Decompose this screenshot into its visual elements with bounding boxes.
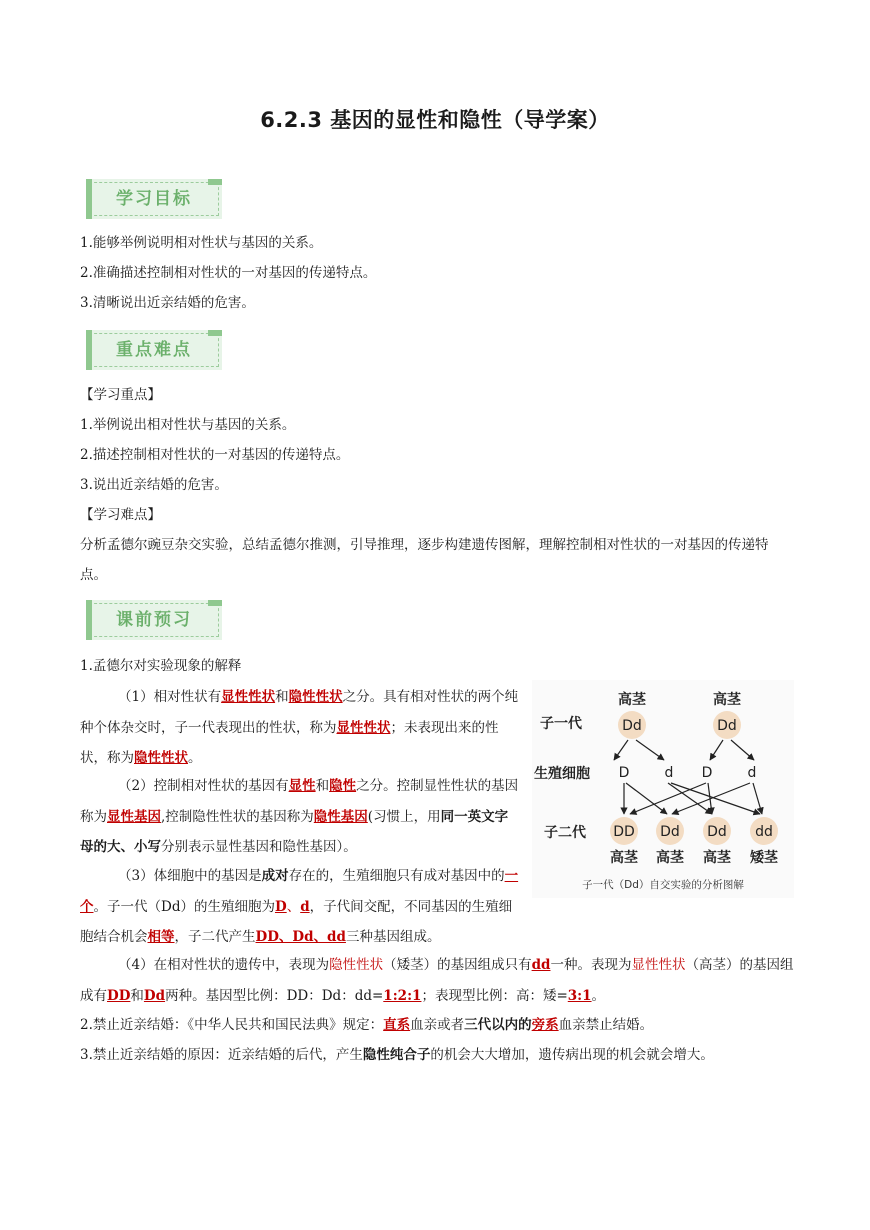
blank-answer: 一个 — [80, 868, 519, 915]
focus-heading: 【学习重点】 — [80, 387, 161, 403]
row-label-f2: 子二代 — [544, 825, 586, 841]
parent-trait: 高茎 — [713, 692, 741, 708]
gamete: d — [747, 765, 757, 781]
row-label-f1: 子一代 — [540, 716, 582, 732]
blank-answer: DD — [107, 987, 131, 1004]
blank-answer: 1:2:1 — [383, 987, 422, 1004]
blank-answer: dd — [531, 957, 551, 973]
blank-answer: 隐性 — [329, 778, 357, 794]
preview-q2: 2.禁止近亲结婚：《中华人民共和国民法典》规定：直系血亲或者三代以内的旁系血亲禁止结婚。 — [80, 1017, 654, 1033]
preview-paragraph-3a: （3）体细胞中的基因是成对存在的，生殖细胞只有成对基因中的一个。子一代（Dd）的生殖细胞为D、d，子代间交配，不同基因的生殖细胞结合机会相等，子二代产生DD、Dd、dd三种基因组成。 — [80, 868, 519, 945]
difficulty-text: 分析孟德尔豌豆杂交实验，总结孟德尔推测，引导推理，逐步构建遗传图解，理解控制相对性状的一对基因的传递特点。 — [80, 537, 769, 583]
preview-paragraph-1: （1）相对性状有显性性状和隐性性状之分。具有相对性状的两个纯种个体杂交时，子一代表现出的性状，称为显性性状；未表现出来的性状，称为隐性性状。 — [80, 689, 519, 766]
section-badge-keypoints — [86, 330, 222, 370]
offspring-trait: 高茎 — [610, 850, 638, 866]
blank-answer: 显性性状 — [221, 689, 276, 705]
blank-answer: DD、Dd、dd — [255, 929, 346, 945]
section-badge-label: 重点难点 — [116, 340, 192, 360]
blank-answer: 3:1 — [567, 987, 592, 1004]
preview-paragraph-2: （2）控制相对性状的基因有显性和隐性之分。控制显性性状的基因称为显性基因,控制隐性性状的基因称为隐性基因(习惯上，用同一英文字母的大、小写分别表示显性基因和隐性基因）。 — [80, 778, 519, 855]
section-badge-preview — [86, 600, 222, 640]
section-badge-label: 学习目标 — [116, 189, 192, 209]
genetic-cross-diagram — [532, 680, 794, 898]
offspring-trait: 高茎 — [656, 850, 684, 866]
preview-q3: 3.禁止近亲结婚的原因：近亲结婚的后代，产生隐性纯合子的机会大大增加，遗传病出现的机会就会增大。 — [80, 1047, 714, 1063]
parent-trait: 高茎 — [618, 692, 646, 708]
blank-answer: 显性基因 — [107, 808, 161, 825]
gamete: d — [664, 765, 674, 781]
page-title: 6.2.3 基因的显性和隐性（导学案） — [260, 108, 610, 132]
blank-answer: 隐性性状 — [134, 750, 188, 766]
offspring-trait: 高茎 — [703, 850, 731, 866]
parent-gene: Dd — [622, 718, 642, 734]
offspring-gene: Dd — [660, 824, 680, 840]
preview-paragraph-4: （4）在相对性状的遗传中，表现为隐性性状（矮茎）的基因组成只有dd一种。表现为显性性状（高茎）的基因组成有DD和Dd两种。基因型比例：DD：Dd：dd=1:2:1；表现型比例：高：矮=3:1。 — [80, 957, 794, 1004]
gamete: D — [701, 765, 713, 781]
blank-answer: 隐性性状 — [288, 689, 343, 705]
focus-item-2: 2.描述控制相对性状的一对基因的传递特点。 — [80, 447, 350, 463]
preview-q1-heading: 1.孟德尔对实验现象的解释 — [80, 658, 242, 674]
blank-answer: 直系 — [383, 1017, 411, 1033]
difficulty-heading: 【学习难点】 — [80, 507, 161, 523]
row-label-gametes: 生殖细胞 — [534, 766, 590, 782]
parent-gene: Dd — [717, 718, 737, 734]
blank-answer: Dd — [143, 987, 166, 1004]
blank-answer: 旁系 — [531, 1017, 559, 1033]
genetic-cross-svg — [532, 680, 794, 898]
section-badge-objectives — [86, 179, 222, 219]
gamete: D — [618, 765, 630, 781]
focus-item-3: 3.说出近亲结婚的危害。 — [80, 477, 228, 493]
offspring-gene: Dd — [707, 824, 727, 840]
section-badge-label: 课前预习 — [116, 610, 192, 630]
focus-item-1: 1.举例说出相对性状与基因的关系。 — [80, 417, 296, 433]
blank-answer: 隐性基因 — [313, 808, 368, 825]
offspring-gene: dd — [755, 824, 773, 840]
objective-item-2: 2.准确描述控制相对性状的一对基因的传递特点。 — [80, 265, 377, 281]
blank-answer: d — [300, 898, 310, 915]
blank-answer: D — [274, 898, 287, 915]
blank-answer: 显性性状 — [336, 719, 391, 736]
offspring-trait: 矮茎 — [750, 850, 778, 866]
figure-caption: 子一代（Dd）自交实验的分析图解 — [582, 879, 744, 891]
blank-answer: 相等 — [147, 929, 175, 945]
objective-item-1: 1.能够举例说明相对性状与基因的关系。 — [80, 235, 323, 251]
offspring-gene: DD — [613, 824, 635, 840]
blank-answer: 显性 — [288, 778, 316, 794]
objective-item-3: 3.清晰说出近亲结婚的危害。 — [80, 295, 255, 311]
